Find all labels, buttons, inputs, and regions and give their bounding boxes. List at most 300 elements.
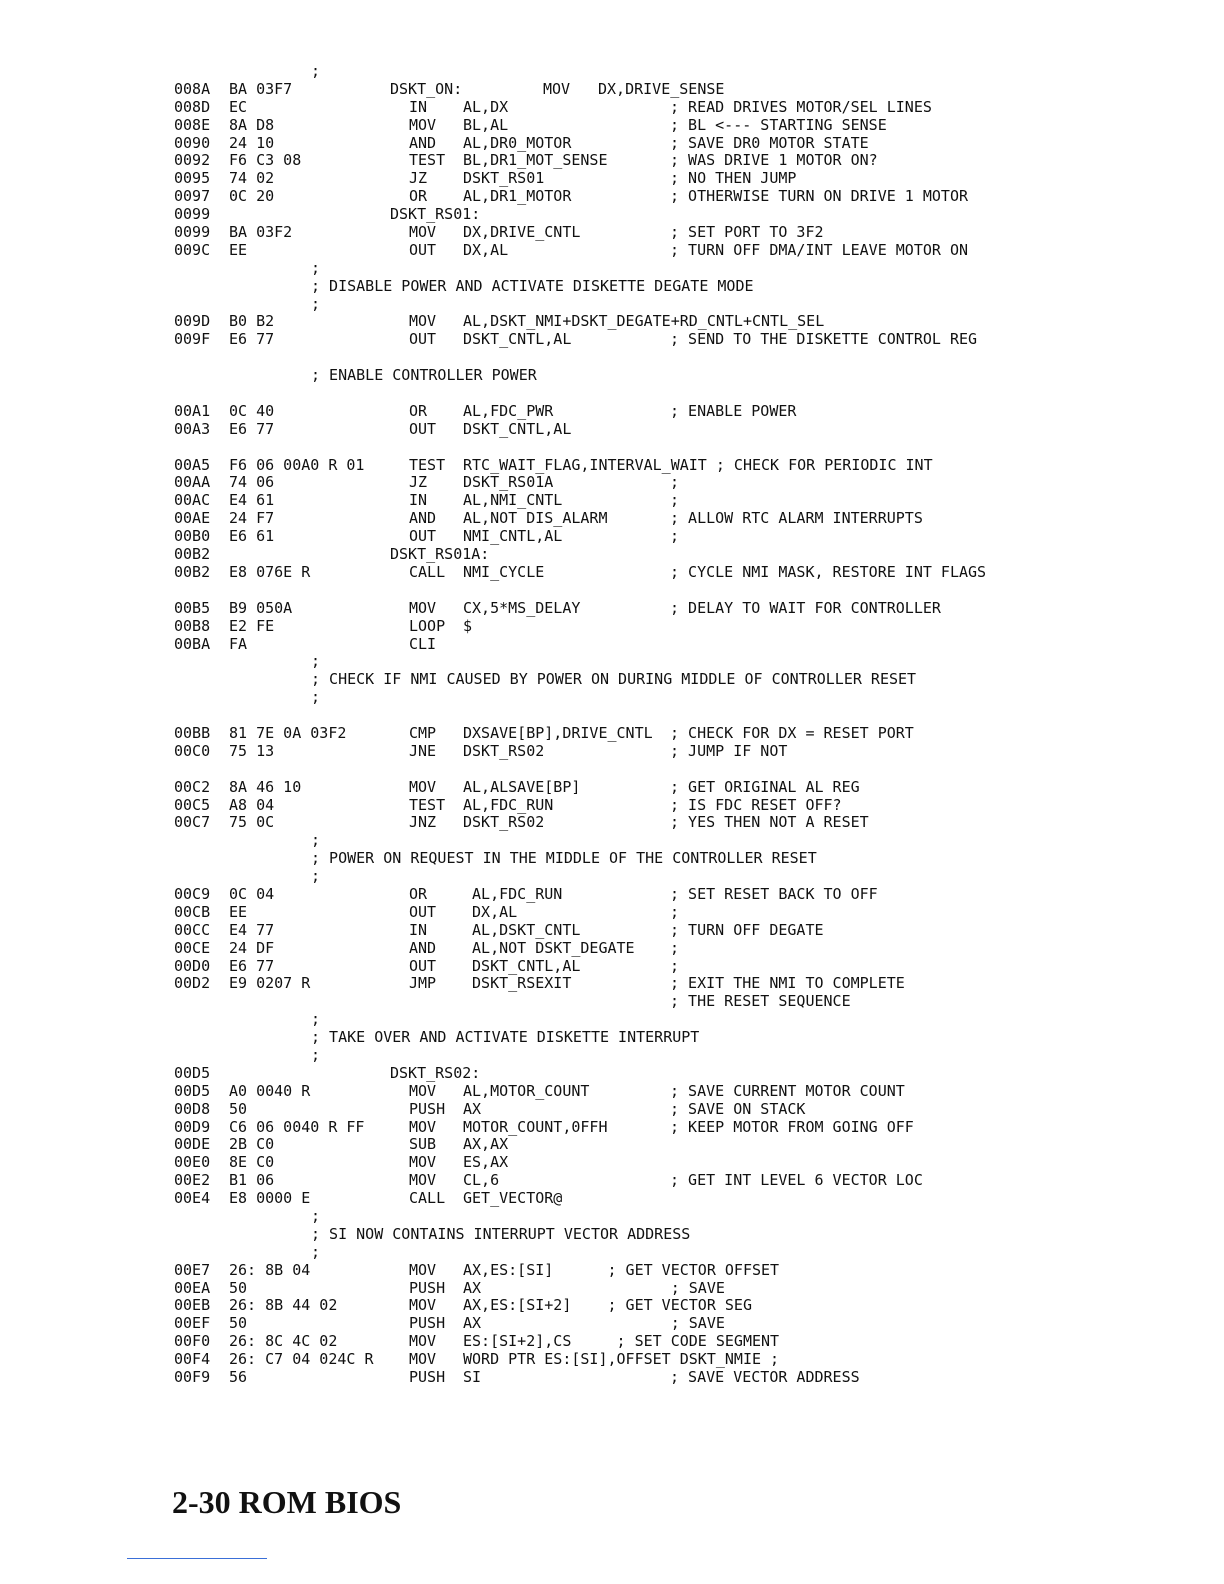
line-comment-marker: ; [311, 867, 321, 886]
listing-line [174, 1333, 1174, 1351]
line-address: 00CE [174, 938, 211, 957]
listing-line [174, 1262, 1174, 1280]
line-address: 00C9 [174, 884, 211, 903]
line-opcode: MOV [409, 312, 437, 331]
line-address: 00EB [174, 1296, 211, 1315]
listing-line [174, 868, 1174, 886]
listing-line [174, 1047, 1174, 1065]
line-operands: AX ; SAVE [463, 1278, 725, 1297]
line-opcode: TEST [409, 151, 446, 170]
line-comment: ; ENABLE POWER [670, 401, 797, 420]
line-operands: BL,DR1_MOT_SENSE [463, 151, 608, 170]
line-opcode: OUT [409, 902, 437, 921]
listing-line [174, 797, 1174, 815]
line-object-code: 0C 04 [229, 884, 275, 903]
line-address: 00AE [174, 509, 211, 528]
listing-line [174, 1369, 1174, 1387]
listing-line [174, 206, 1174, 224]
line-operands: AL,DSKT_CNTL [463, 920, 581, 939]
listing-line [174, 63, 1174, 81]
line-opcode: PUSH [409, 1099, 446, 1118]
line-comment: ; TURN OFF DEGATE [670, 920, 824, 939]
line-address: 00AA [174, 473, 211, 492]
line-object-code: E4 77 [229, 920, 275, 939]
line-opcode: OR [409, 884, 428, 903]
line-operands: AX ; SAVE [463, 1314, 725, 1333]
listing-line [174, 1011, 1174, 1029]
line-object-code: E6 77 [229, 956, 275, 975]
line-comment-marker: ; [311, 1010, 321, 1029]
line-object-code: E4 61 [229, 491, 275, 510]
line-comment: ; CYCLE NMI MASK, RESTORE INT FLAGS [670, 562, 987, 581]
listing-line [174, 278, 1174, 296]
line-operands: AX,AX [463, 1135, 509, 1154]
line-opcode: MOV [409, 223, 437, 242]
line-operands: AX,ES:[SI] ; GET VECTOR OFFSET [463, 1260, 780, 1279]
line-comment: ; [670, 902, 680, 921]
line-address: 00B8 [174, 616, 211, 635]
line-comment: ; YES THEN NOT A RESET [670, 813, 869, 832]
line-operands: DSKT_RS02 [463, 813, 545, 832]
line-operands: DSKT_RS01A [463, 473, 554, 492]
line-object-code: EE [229, 240, 248, 259]
line-object-code: 26: 8C 4C 02 [229, 1332, 338, 1351]
listing-line [174, 618, 1174, 636]
listing-line [174, 510, 1174, 528]
line-operands: NMI_CYCLE [463, 562, 545, 581]
line-opcode: MOV [409, 1081, 437, 1100]
footer-rule [127, 1558, 267, 1559]
line-comment: ; GET INT LEVEL 6 VECTOR LOC [670, 1171, 923, 1190]
listing-line [174, 743, 1174, 761]
listing-line [174, 188, 1174, 206]
line-operands: DSKT_RS02 [463, 741, 545, 760]
line-opcode: OUT [409, 419, 437, 438]
listing-line [174, 546, 1174, 564]
line-operands: DSKT_CNTL,AL [463, 956, 581, 975]
line-address: 00A3 [174, 419, 211, 438]
line-address: 00EA [174, 1278, 211, 1297]
line-operands: AX [463, 1099, 482, 1118]
line-comment: ; KEEP MOTOR FROM GOING OFF [670, 1117, 914, 1136]
line-address: 00C2 [174, 777, 211, 796]
listing-line [174, 117, 1174, 135]
line-object-code: A8 04 [229, 795, 275, 814]
line-operands: CL,6 [463, 1171, 500, 1190]
line-opcode: JNE [409, 741, 437, 760]
line-address: 00E4 [174, 1189, 211, 1208]
line-opcode: LOOP [409, 616, 446, 635]
line-operands: DSKT_RSEXIT [463, 974, 572, 993]
line-address: 00EF [174, 1314, 211, 1333]
listing-line [174, 1065, 1174, 1083]
listing-line [174, 1083, 1174, 1101]
listing-line [174, 152, 1174, 170]
line-object-code: 50 [229, 1314, 248, 1333]
line-opcode: OUT [409, 240, 437, 259]
line-object-code: F6 06 00A0 R 01 [229, 455, 365, 474]
line-opcode: JZ [409, 169, 428, 188]
line-opcode: CLI [409, 634, 437, 653]
line-operands: WORD PTR ES:[SI],OFFSET DSKT_NMIE ; [463, 1350, 780, 1369]
line-object-code: 50 [229, 1278, 248, 1297]
listing-line [174, 761, 1174, 779]
line-operands: AL,FDC_RUN [463, 884, 563, 903]
line-comment-marker: ; [311, 652, 321, 671]
line-operands: AL,DX [463, 97, 509, 116]
line-opcode: OUT [409, 330, 437, 349]
listing-line [174, 689, 1174, 707]
line-address: 0099 [174, 205, 211, 224]
line-address: 0092 [174, 151, 211, 170]
line-comment: ; [670, 938, 680, 957]
line-operands: AL,FDC_PWR [463, 401, 554, 420]
line-object-code: EE [229, 902, 248, 921]
line-address: 00DE [174, 1135, 211, 1154]
line-object-code: B1 06 [229, 1171, 275, 1190]
line-comment: ; OTHERWISE TURN ON DRIVE 1 MOTOR [670, 187, 969, 206]
listing-line [174, 1297, 1174, 1315]
line-operands: ES,AX [463, 1153, 509, 1172]
listing-line [174, 1208, 1174, 1226]
line-comment: ; CHECK FOR DX = RESET PORT [670, 723, 914, 742]
line-address: 00BA [174, 634, 211, 653]
line-comment: ; SET RESET BACK TO OFF [670, 884, 878, 903]
line-object-code: BA 03F7 [229, 79, 293, 98]
line-operands: DSKT_CNTL,AL [463, 330, 572, 349]
line-address: 00F9 [174, 1368, 211, 1387]
line-comment: ; SAVE ON STACK [670, 1099, 806, 1118]
line-operands: RTC_WAIT_FLAG,INTERVAL_WAIT ; CHECK FOR PERIODIC INT [463, 455, 933, 474]
line-comment: ; JUMP IF NOT [670, 741, 788, 760]
line-opcode: CALL [409, 562, 446, 581]
line-address: 00C0 [174, 741, 211, 760]
line-operands: CX,5*MS_DELAY [463, 598, 581, 617]
listing-line [174, 636, 1174, 654]
line-operands: BL,AL [463, 115, 509, 134]
line-operands: DSKT_RS01 [463, 169, 545, 188]
listing-line [174, 1172, 1174, 1190]
line-object-code: 50 [229, 1099, 248, 1118]
line-comment: ; [670, 491, 680, 510]
line-opcode: PUSH [409, 1368, 446, 1387]
line-opcode: MOV [409, 1117, 437, 1136]
line-comment-marker: ; [311, 62, 321, 80]
line-opcode: MOV [409, 1296, 437, 1315]
line-opcode: OR [409, 401, 428, 420]
line-comment: ; READ DRIVES MOTOR/SEL LINES [670, 97, 932, 116]
line-address: 009F [174, 330, 211, 349]
listing-line [174, 671, 1174, 689]
line-object-code: 26: 8B 44 02 [229, 1296, 338, 1315]
line-address: 00D5 [174, 1063, 211, 1082]
listing-line [174, 940, 1174, 958]
assembly-listing [174, 63, 1174, 1387]
line-object-code: FA [229, 634, 248, 653]
line-operands: ES:[SI+2],CS ; SET CODE SEGMENT [463, 1332, 780, 1351]
line-object-code: B9 050A [229, 598, 293, 617]
line-operands: AL,ALSAVE[BP] [463, 777, 581, 796]
listing-line [174, 725, 1174, 743]
line-object-code: 26: C7 04 024C R [229, 1350, 374, 1369]
listing-line [174, 582, 1174, 600]
line-comment: ; TURN OFF DMA/INT LEAVE MOTOR ON [670, 240, 969, 259]
line-address: 00C5 [174, 795, 211, 814]
line-object-code: 74 06 [229, 473, 275, 492]
line-opcode: CMP [409, 723, 437, 742]
line-operands: AL,DSKT_NMI+DSKT_DEGATE+RD_CNTL+CNTL_SEL [463, 312, 825, 331]
listing-line [174, 1154, 1174, 1172]
line-opcode: AND [409, 133, 437, 152]
listing-line [174, 135, 1174, 153]
line-address: 00E2 [174, 1171, 211, 1190]
line-address: 00B2 [174, 562, 211, 581]
line-comment: ; SAVE VECTOR ADDRESS [670, 1368, 860, 1387]
listing-line [174, 1190, 1174, 1208]
line-opcode: MOV [409, 115, 437, 134]
listing-line [174, 331, 1174, 349]
line-address: 00CC [174, 920, 211, 939]
line-comment: ; GET ORIGINAL AL REG [670, 777, 860, 796]
line-label: DSKT_RS02: [390, 1063, 481, 1082]
listing-line [174, 99, 1174, 117]
listing-line [174, 832, 1174, 850]
listing-line [174, 922, 1174, 940]
line-opcode: MOV [409, 1332, 437, 1351]
line-address: 00B5 [174, 598, 211, 617]
line-object-code: E6 77 [229, 330, 275, 349]
line-object-code: 0C 20 [229, 187, 275, 206]
line-opcode: IN [409, 491, 428, 510]
line-opcode: TEST [409, 795, 446, 814]
line-operands: AL,DR1_MOTOR [463, 187, 572, 206]
section-comment: ; DISABLE POWER AND ACTIVATE DISKETTE DEGATE MODE [311, 276, 754, 295]
listing-line [174, 296, 1174, 314]
line-label: DSKT_ON: [390, 79, 463, 98]
section-comment: ; POWER ON REQUEST IN THE MIDDLE OF THE CONTROLLER RESET [311, 849, 817, 868]
listing-line [174, 1351, 1174, 1369]
line-operands: AL,NOT DIS_ALARM [463, 509, 608, 528]
line-opcode: MOV [409, 1350, 437, 1369]
line-address: 00E0 [174, 1153, 211, 1172]
line-opcode: MOV [409, 777, 437, 796]
line-operands: DX,AL [463, 902, 518, 921]
line-operands: DX,DRIVE_SENSE [598, 79, 725, 98]
page-footer: 2-30 ROM BIOS [172, 1484, 402, 1520]
section-comment: ; ENABLE CONTROLLER POWER [311, 366, 537, 385]
listing-line [174, 1315, 1174, 1333]
listing-line [174, 1244, 1174, 1262]
line-address: 00D0 [174, 956, 211, 975]
line-object-code: 8A 46 10 [229, 777, 302, 796]
line-comment: ; THE RESET SEQUENCE [670, 992, 851, 1011]
listing-line [174, 600, 1174, 618]
listing-line [174, 564, 1174, 582]
listing-line [174, 170, 1174, 188]
line-address: 00B2 [174, 545, 211, 564]
line-address: 00C7 [174, 813, 211, 832]
line-comment-marker: ; [311, 294, 321, 313]
line-object-code: E6 61 [229, 527, 275, 546]
line-object-code: 24 F7 [229, 509, 275, 528]
line-opcode: MOV [409, 1171, 437, 1190]
line-operands: MOTOR_COUNT,0FFH [463, 1117, 608, 1136]
listing-line [174, 385, 1174, 403]
line-object-code: 0C 40 [229, 401, 275, 420]
line-opcode: AND [409, 509, 437, 528]
line-opcode: AND [409, 938, 437, 957]
listing-line [174, 1280, 1174, 1298]
line-object-code: C6 06 0040 R FF [229, 1117, 365, 1136]
listing-line [174, 1136, 1174, 1154]
line-object-code: BA 03F2 [229, 223, 293, 242]
listing-line [174, 313, 1174, 331]
line-comment-marker: ; [311, 1207, 321, 1225]
line-comment: ; WAS DRIVE 1 MOTOR ON? [670, 151, 878, 170]
line-address: 008D [174, 97, 211, 116]
line-object-code: EC [229, 97, 248, 116]
section-comment: ; TAKE OVER AND ACTIVATE DISKETTE INTERRUPT [311, 1028, 700, 1047]
listing-line [174, 1101, 1174, 1119]
line-opcode: SUB [409, 1135, 437, 1154]
line-operands: DX,DRIVE_CNTL [463, 223, 581, 242]
listing-line [174, 1029, 1174, 1047]
line-comment-marker: ; [311, 258, 321, 277]
line-opcode: TEST [409, 455, 446, 474]
line-opcode: MOV [409, 1260, 437, 1279]
line-comment: ; [670, 473, 680, 492]
listing-line [174, 1226, 1174, 1244]
listing-line [174, 260, 1174, 278]
line-comment-marker: ; [311, 1242, 321, 1261]
line-comment: ; [670, 527, 680, 546]
line-operands: DXSAVE[BP],DRIVE_CNTL [463, 723, 653, 742]
listing-line [174, 224, 1174, 242]
line-opcode: OUT [409, 956, 437, 975]
line-comment-marker: ; [311, 1045, 321, 1064]
line-comment: ; SAVE CURRENT MOTOR COUNT [670, 1081, 905, 1100]
line-address: 00BB [174, 723, 211, 742]
listing-line [174, 492, 1174, 510]
line-operands: NMI_CNTL,AL [463, 527, 563, 546]
line-opcode: JZ [409, 473, 428, 492]
line-opcode: JNZ [409, 813, 437, 832]
line-address: 00D5 [174, 1081, 211, 1100]
line-object-code: 24 DF [229, 938, 275, 957]
line-comment: ; SAVE DR0 MOTOR STATE [670, 133, 869, 152]
line-object-code: E2 FE [229, 616, 275, 635]
line-operands: SI [463, 1368, 482, 1387]
listing-line [174, 993, 1174, 1011]
line-operands: AX,ES:[SI+2] ; GET VECTOR SEG [463, 1296, 752, 1315]
line-object-code: 74 02 [229, 169, 275, 188]
line-opcode: MOV [409, 1153, 437, 1172]
listing-line [174, 349, 1174, 367]
line-comment: ; DELAY TO WAIT FOR CONTROLLER [670, 598, 941, 617]
line-address: 0090 [174, 133, 211, 152]
line-comment: ; NO THEN JUMP [670, 169, 797, 188]
line-operands: DX,AL [463, 240, 509, 259]
line-opcode: JMP [409, 974, 437, 993]
line-object-code: 8A D8 [229, 115, 275, 134]
line-address: 00B0 [174, 527, 211, 546]
line-operands: GET_VECTOR@ [463, 1189, 563, 1208]
line-address: 00E7 [174, 1260, 211, 1279]
line-address: 00F0 [174, 1332, 211, 1351]
line-address: 00D2 [174, 974, 211, 993]
listing-line [174, 439, 1174, 457]
line-address: 008A [174, 79, 211, 98]
section-comment: ; SI NOW CONTAINS INTERRUPT VECTOR ADDRESS [311, 1224, 691, 1243]
line-comment: ; BL <--- STARTING SENSE [670, 115, 887, 134]
line-address: 009C [174, 240, 211, 259]
line-address: 00CB [174, 902, 211, 921]
line-object-code: E8 0000 E [229, 1189, 311, 1208]
line-opcode: OUT [409, 527, 437, 546]
line-label: DSKT_RS01: [390, 205, 481, 224]
line-operands: AL,NOT DSKT_DEGATE [463, 938, 635, 957]
listing-line [174, 779, 1174, 797]
line-operands: DSKT_CNTL,AL [463, 419, 572, 438]
listing-line [174, 1119, 1174, 1137]
listing-line [174, 81, 1174, 99]
line-address: 0095 [174, 169, 211, 188]
line-opcode: MOV [409, 598, 437, 617]
listing-line [174, 474, 1174, 492]
listing-line [174, 850, 1174, 868]
line-object-code: B0 B2 [229, 312, 275, 331]
line-opcode: IN [409, 97, 428, 116]
listing-line [174, 653, 1174, 671]
line-address: 00AC [174, 491, 211, 510]
line-operands: $ [463, 616, 473, 635]
listing-line [174, 904, 1174, 922]
listing-line [174, 707, 1174, 725]
line-object-code: E9 0207 R [229, 974, 311, 993]
line-comment-marker: ; [311, 688, 321, 707]
section-comment: ; CHECK IF NMI CAUSED BY POWER ON DURING MIDDLE OF CONTROLLER RESET [311, 670, 917, 689]
line-address: 00F4 [174, 1350, 211, 1369]
line-opcode: MOV [543, 79, 571, 98]
listing-line [174, 242, 1174, 260]
line-address: 00D8 [174, 1099, 211, 1118]
line-opcode: IN [409, 920, 428, 939]
line-object-code: E6 77 [229, 419, 275, 438]
line-object-code: 81 7E 0A 03F2 [229, 723, 347, 742]
line-object-code: 56 [229, 1368, 248, 1387]
line-object-code: E8 076E R [229, 562, 311, 581]
line-object-code: 75 13 [229, 741, 275, 760]
line-address: 0097 [174, 187, 211, 206]
line-comment: ; SET PORT TO 3F2 [670, 223, 824, 242]
listing-line [174, 886, 1174, 904]
line-address: 0099 [174, 223, 211, 242]
line-address: 009D [174, 312, 211, 331]
listing-line [174, 528, 1174, 546]
listing-line [174, 975, 1174, 993]
listing-line [174, 367, 1174, 385]
line-object-code: 2B C0 [229, 1135, 275, 1154]
line-operands: AL,DR0_MOTOR [463, 133, 572, 152]
line-address: 00A5 [174, 455, 211, 474]
line-opcode: OR [409, 187, 428, 206]
listing-line [174, 403, 1174, 421]
line-operands: AL,NMI_CNTL [463, 491, 563, 510]
line-address: 00D9 [174, 1117, 211, 1136]
listing-line [174, 421, 1174, 439]
line-opcode: PUSH [409, 1278, 446, 1297]
line-opcode: CALL [409, 1189, 446, 1208]
